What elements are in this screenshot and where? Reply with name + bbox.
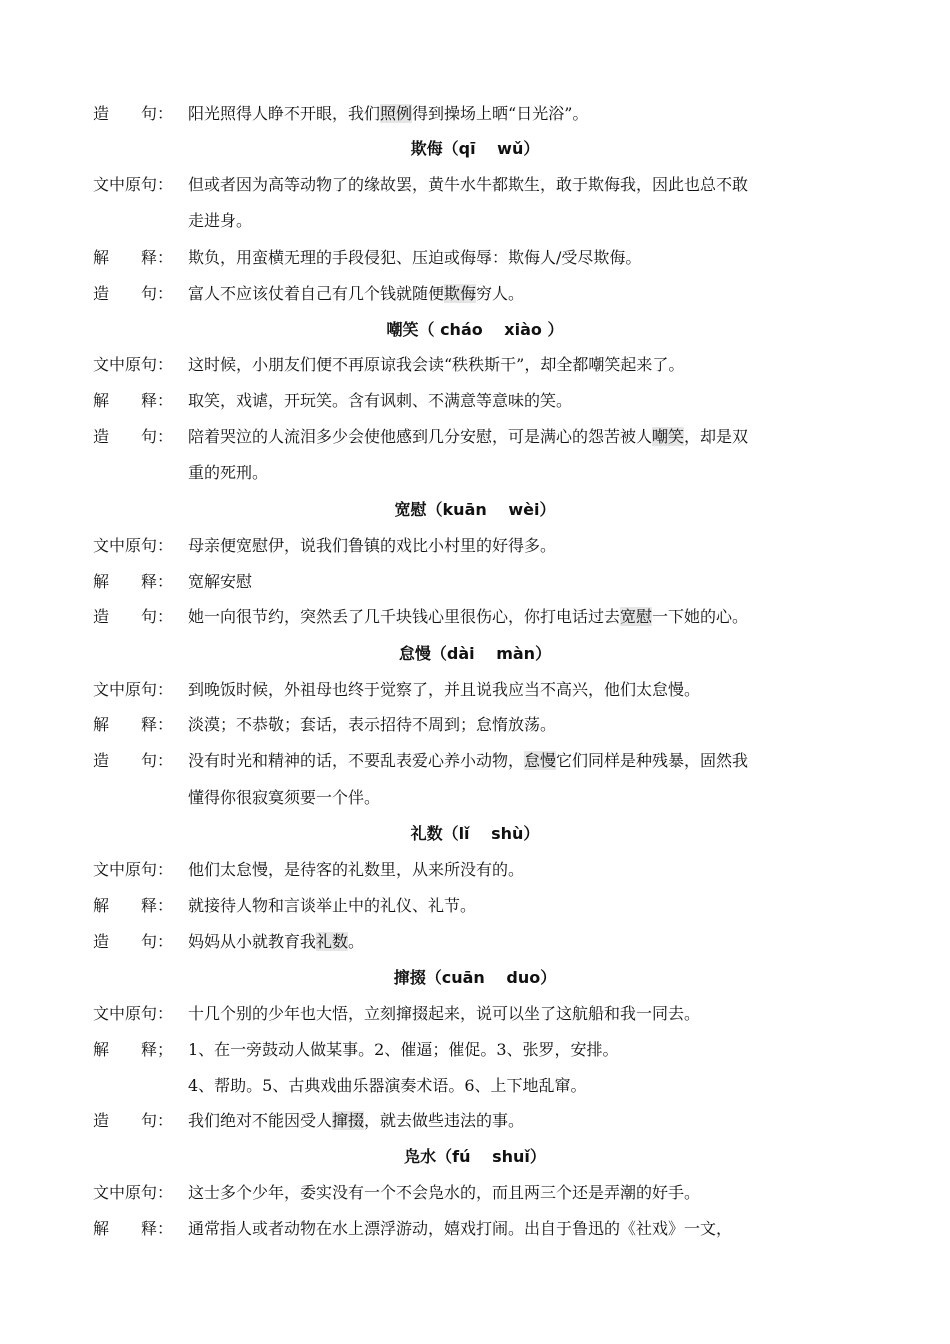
original-row: [93, 1004, 873, 1024]
explain-text: 宽解安慰: [188, 572, 253, 591]
explain-continuation: 4、帮助。5、古典戏曲乐器演奏术语。6、上下地乱窜。: [188, 1076, 587, 1095]
explain-label: 解 释：: [93, 391, 174, 410]
sentence-label: 造 句：: [93, 1111, 174, 1130]
explain-label: 解 释：: [93, 896, 174, 915]
word-heading: 怠慢（dài màn）: [398, 644, 552, 663]
explain-text: 1、在一旁鼓动人做某事。2、催逼；催促。3、张罗，安排。: [188, 1040, 619, 1059]
highlighted-word: 欺侮: [444, 284, 477, 303]
sentence-text: 阳光照得人睁不开眼，我们照例得到操场上晒“日光浴”。: [188, 104, 589, 123]
sentence-row: [93, 607, 873, 627]
original-label: 文中原句：: [93, 355, 174, 374]
original-row: [93, 355, 873, 375]
explain-row: [93, 896, 873, 916]
explain-label: 解 释：: [93, 1219, 174, 1238]
sentence-continuation: 懂得你很寂寞须要一个伴。: [188, 788, 381, 807]
explain-row: [93, 1040, 873, 1060]
original-row: [93, 860, 873, 880]
original-row: [93, 175, 873, 195]
explain-label: 解 释；: [93, 1040, 174, 1059]
highlighted-word: 照例: [380, 104, 413, 123]
sentence-text: 我们绝对不能因受人撺掇，就去做些违法的事。: [188, 1111, 525, 1130]
original-label: 文中原句：: [93, 536, 174, 555]
original-label: 文中原句：: [93, 680, 174, 699]
sentence-continuation: 重的死刑。: [188, 463, 269, 482]
original-text: 这时候，小朋友们便不再原谅我会读“秩秩斯干”，却全都嘲笑起来了。: [188, 355, 685, 374]
explain-text: 就接待人物和言谈举止中的礼仪、礼节。: [188, 896, 477, 915]
sentence-text: 富人不应该仗着自己有几个钱就随便欺侮穷人。: [188, 284, 525, 303]
word-heading: 欺侮（qī wǔ）: [410, 139, 540, 158]
sentence-row: [93, 284, 873, 304]
highlighted-word: 怠慢: [524, 751, 557, 770]
explain-text: 取笑，戏谑，开玩笑。含有讽刺、不满意等意味的笑。: [188, 391, 573, 410]
word-heading: 嘲笑（ cháo xiào ）: [386, 320, 564, 339]
original-text: 母亲便宽慰伊，说我们鲁镇的戏比小村里的好得多。: [188, 536, 557, 555]
highlighted-word: 礼数: [316, 932, 349, 951]
original-label: 文中原句：: [93, 175, 174, 194]
sentence-text: 妈妈从小就教育我礼数。: [188, 932, 365, 951]
word-heading: 宽慰（kuān wèi）: [394, 500, 556, 519]
sentence-row: [93, 427, 873, 447]
explain-text: 通常指人或者动物在水上漂浮游动，嬉戏打闹。出自于鲁迅的《社戏》一文，: [188, 1219, 733, 1238]
word-heading: 撺掇（cuān duo）: [393, 968, 557, 987]
original-text: 到晚饭时候，外祖母也终于觉察了，并且说我应当不高兴，他们太怠慢。: [188, 680, 701, 699]
sentence-label: 造 句：: [93, 427, 174, 446]
explain-text: 淡漠；不恭敬；套话，表示招待不周到；怠惰放荡。: [188, 715, 557, 734]
sentence-label: 造 句：: [93, 751, 174, 770]
explain-label: 解 释：: [93, 715, 174, 734]
sentence-label: 造 句：: [93, 104, 174, 123]
original-label: 文中原句：: [93, 1004, 174, 1023]
explain-row: [93, 572, 873, 592]
explain-text: 欺负，用蛮横无理的手段侵犯、压迫或侮辱：欺侮人/受尽欺侮。: [188, 248, 642, 267]
original-label: 文中原句：: [93, 1183, 174, 1202]
explain-row: [93, 391, 873, 411]
original-continuation: 走进身。: [188, 211, 253, 230]
original-label: 文中原句：: [93, 860, 174, 879]
highlighted-word: 撺掇: [332, 1111, 365, 1130]
highlighted-word: 嘲笑: [652, 427, 685, 446]
sentence-row: [93, 932, 873, 952]
original-text: 十几个别的少年也大悟，立刻撺掇起来，说可以坐了这航船和我一同去。: [188, 1004, 701, 1023]
explain-label: 解 释：: [93, 248, 174, 267]
sentence-label: 造 句：: [93, 284, 174, 303]
sentence-label: 造 句：: [93, 607, 174, 626]
sentence-text: 她一向很节约，突然丢了几千块钱心里很伤心，你打电话过去宽慰一下她的心。: [188, 607, 749, 626]
explain-label: 解 释：: [93, 572, 174, 591]
original-text: 他们太怠慢，是待客的礼数里，从来所没有的。: [188, 860, 525, 879]
original-row: [93, 536, 873, 556]
word-heading: 凫水（fú shuǐ）: [404, 1147, 546, 1166]
original-text: 这士多个少年，委实没有一个不会凫水的，而且两三个还是弄潮的好手。: [188, 1183, 701, 1202]
sentence-row: [93, 104, 873, 124]
word-heading: 礼数（lǐ shù）: [410, 824, 540, 843]
explain-row: [93, 1219, 873, 1239]
sentence-text: 没有时光和精神的话，不要乱表爱心养小动物，怠慢它们同样是种残暴，固然我: [188, 751, 749, 770]
original-text: 但或者因为高等动物了的缘故罢，黄牛水牛都欺生，敢于欺侮我，因此也总不敢: [188, 175, 749, 194]
highlighted-word: 宽慰: [620, 607, 653, 626]
sentence-text: 陪着哭泣的人流泪多少会使他感到几分安慰，可是满心的怨苦被人嘲笑，却是双: [188, 427, 749, 446]
sentence-label: 造 句：: [93, 932, 174, 951]
explain-row: [93, 715, 873, 735]
original-row: [93, 1183, 873, 1203]
sentence-row: [93, 1111, 873, 1131]
explain-row: [93, 248, 873, 268]
original-row: [93, 680, 873, 700]
sentence-row: [93, 751, 873, 771]
